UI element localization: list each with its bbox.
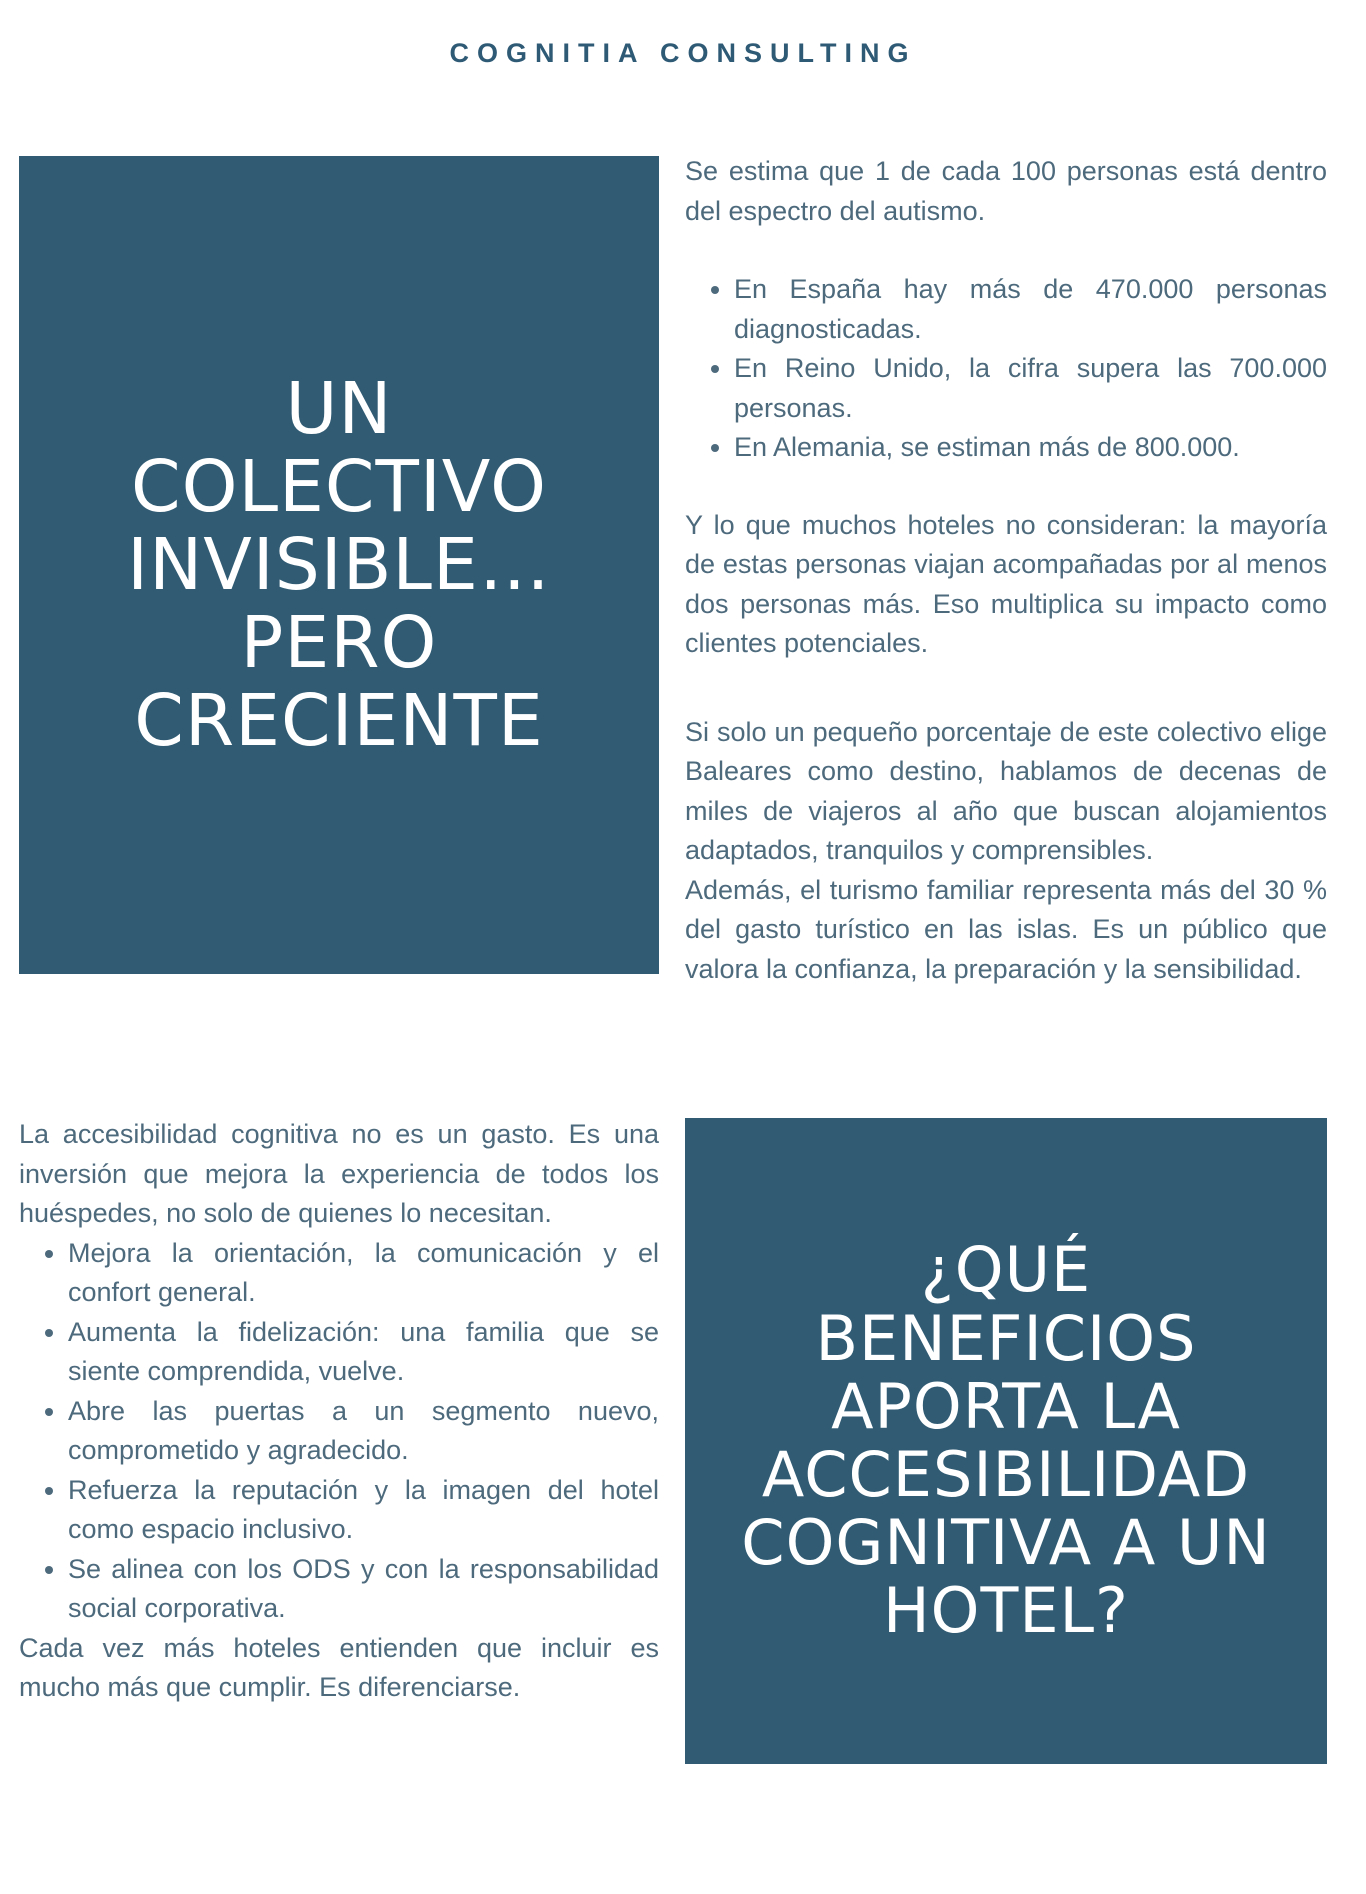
panel-title-invisible-group: UN COLECTIVO INVISIBLE… PERO CRECIENTE <box>127 366 551 763</box>
benefits-intro: La accesibilidad cognitiva no es un gasto. Es una inversión que mejora la experiencia de todos los huéspedes, no solo de quienes lo necesitan. <box>19 1119 659 1228</box>
benefit-item-ods: • Se alinea con los ODS y con la responsabilidad social corporativa. <box>68 1550 659 1629</box>
spacer <box>685 664 1327 713</box>
title-panel-bottom <box>685 1118 1327 1764</box>
panel-title-benefits-question: ¿QUÉ BENEFICIOS APORTA LA ACCESIBILIDAD COGNITIVA A UN HOTEL? <box>741 1233 1271 1648</box>
spacer <box>685 231 1327 270</box>
benefits-closing: Cada vez más hoteles entienden que incluir es mucho más que cumplir. Es diferenciarse. <box>19 1632 659 1702</box>
benefit-item-loyalty: • Aumenta la fidelización: una familia que se siente comprendida, vuelve. <box>68 1313 659 1392</box>
paragraph-family-tourism: Además, el turismo familiar representa más del 30 % del gasto turístico en las islas. Es un público que valora la confianza, la preparación y la sensibilidad. <box>685 874 1327 984</box>
stats-intro: Se estima que 1 de cada 100 personas está dentro del espectro del autismo. <box>685 156 1327 226</box>
brand-header: COGNITIA CONSULTING <box>449 38 917 68</box>
title-panel-top <box>19 156 659 974</box>
benefits-section <box>19 1115 659 1708</box>
stats-list <box>685 270 1327 468</box>
stats-item-spain: • En España hay más de 470.000 personas diagnosticadas. <box>734 270 1327 349</box>
benefit-item-orientation: • Mejora la orientación, la comunicación y el confort general. <box>68 1234 659 1313</box>
stats-section <box>685 152 1327 989</box>
stats-item-uk: • En Reino Unido, la cifra supera las 700.000 personas. <box>734 349 1327 428</box>
paragraph-baleares: Si solo un pequeño porcentaje de este colectivo elige Baleares como destino, hablamos de decenas de miles de viajeros al año que buscan alojamientos adaptados, tranquilos y comprensibles. <box>685 716 1327 865</box>
stats-item-germany: • En Alemania, se estiman más de 800.000. <box>734 428 1327 468</box>
spacer <box>685 468 1327 506</box>
benefit-item-new-segment: • Abre las puertas a un segmento nuevo, comprometido y agradecido. <box>68 1392 659 1471</box>
benefit-item-reputation: • Refuerza la reputación y la imagen del hotel como espacio inclusivo. <box>68 1471 659 1550</box>
benefits-list <box>19 1234 659 1629</box>
paragraph-companions: Y lo que muchos hoteles no consideran: la mayoría de estas personas viajan acompañadas por al menos dos personas más. Eso multiplica su impacto como clientes potenciales. <box>685 509 1327 658</box>
